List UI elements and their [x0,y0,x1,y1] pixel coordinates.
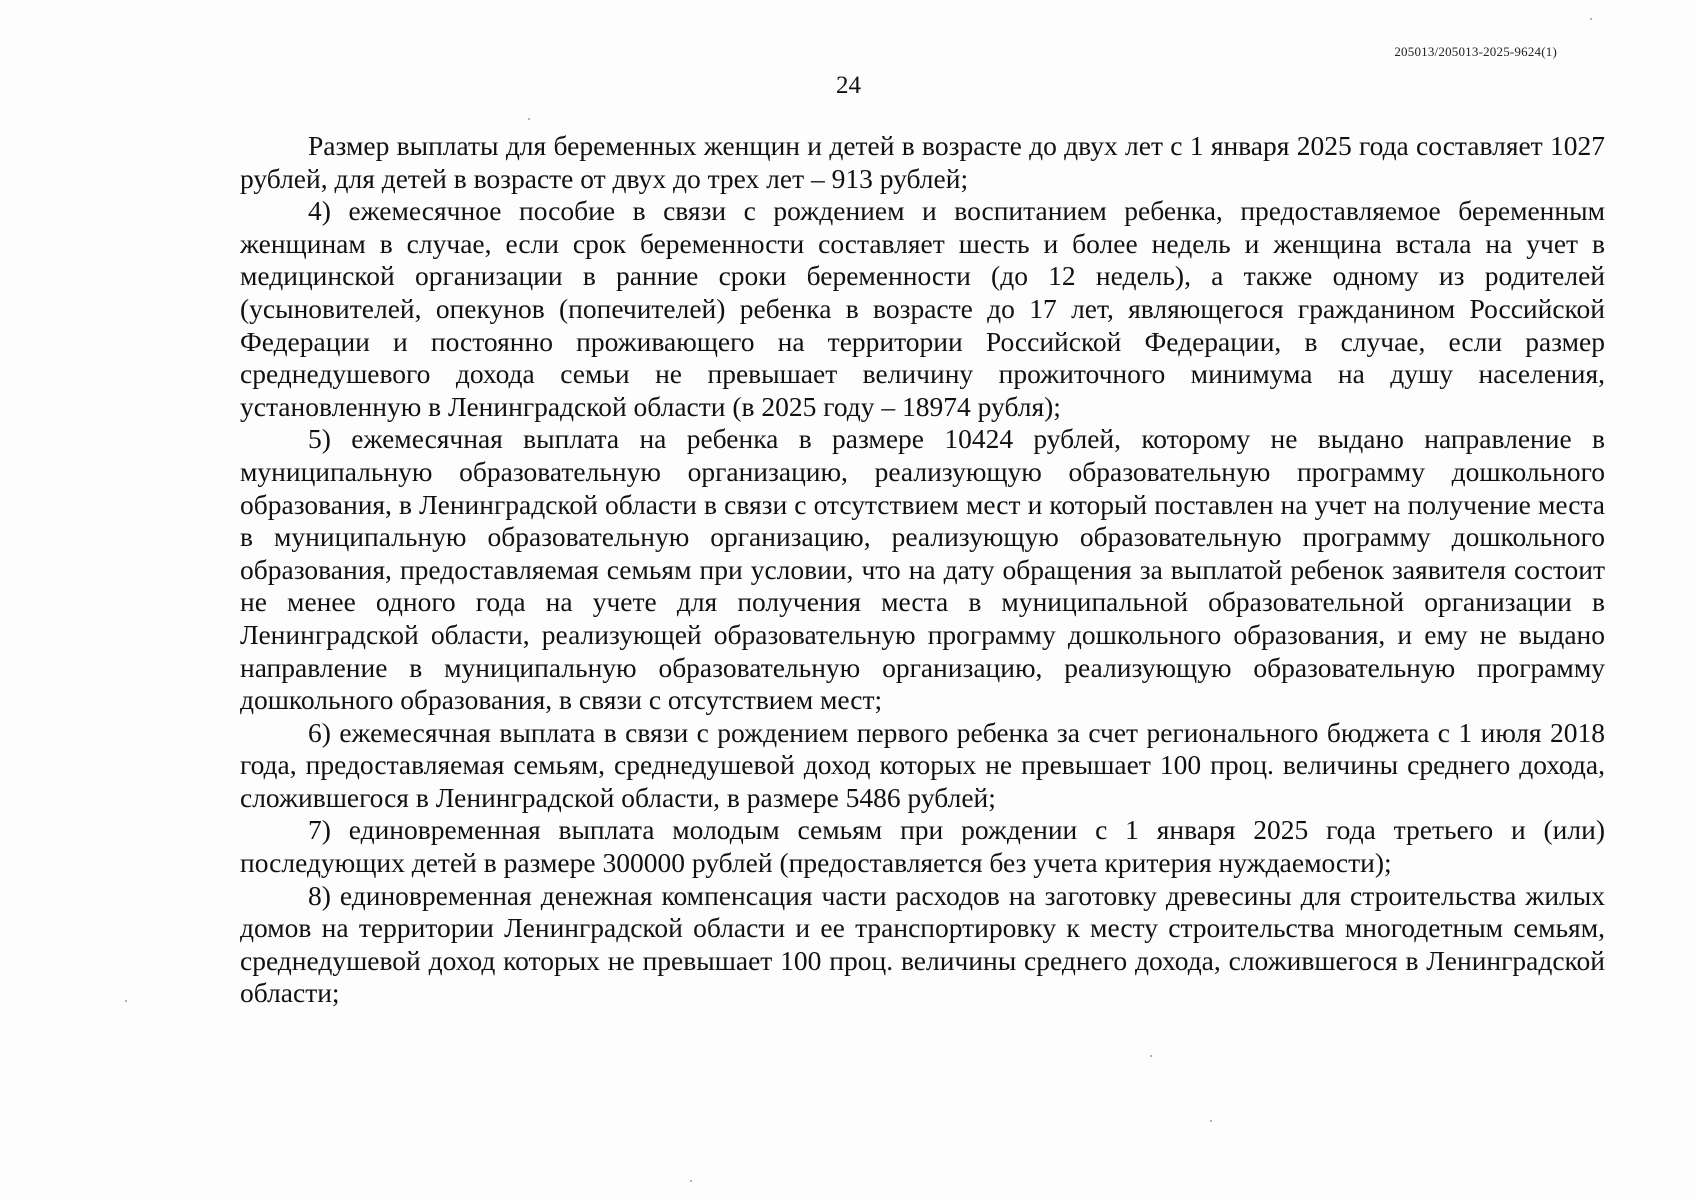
paragraph-item-6: 6) ежемесячная выплата в связи с рождением первого ребенка за счет регионального бюджета с 1 июля 2018 года, предоставляемая семьям, среднедушевой доход которых не превышает 100 проц. величины среднего дохода, сложившегося в Ленинградской области, в размере 5486 рублей; [240,716,1605,813]
scan-speck [690,1180,692,1182]
scan-speck [1150,1055,1152,1057]
paragraph-item-5: 5) ежемесячная выплата на ребенка в размере 10424 рублей, которому не выдано направление в муниципальную образовательную организацию, реализующую образовательную программу дошкольного образования, в Ленинградской области в связи с отсутствием мест и который поставлен на учет на получение места в муниципальную образовательную организацию, реализующую образовательную программу дошкольного образования, предоставляемая семьям при условии, что на дату обращения за выплатой ребенок заявителя состоит не менее одного года на учете для получения места в муниципальной образовательной организации в Ленинградской области, реализующей образовательную программу дошкольного образования, и ему не выдано направление в муниципальную образовательную организацию, реализующую образовательную программу дошкольного образования, в связи с отсутствием мест; [240,423,1605,716]
paragraph-item-8: 8) единовременная денежная компенсация части расходов на заготовку древесины для строительства жилых домов на территории Ленинградской области и ее транспортировку к месту строительства многодетным семьям, среднедушевой доход которых не превышает 100 проц. величины среднего дохода, сложившегося в Ленинградской области; [240,879,1605,1009]
document-body [240,130,1605,1010]
paragraph-payment-size: Размер выплаты для беременных женщин и детей в возрасте до двух лет с 1 января 2025 года составляет 1027 рублей, для детей в возрасте от двух до трех лет – 913 рублей; [240,130,1605,194]
paragraph-item-4: 4) ежемесячное пособие в связи с рождением и воспитанием ребенка, предоставляемое беременным женщинам в случае, если срок беременности составляет шесть и более недель и женщина встала на учет в медицинской организации в ранние сроки беременности (до 12 недель), а также одному из родителей (усыновителей, опекунов (попечителей) ребенка в возрасте до 17 лет, являющегося гражданином Российской Федерации и постоянно проживающего на территории Российской Федерации, в случае, если размер среднедушевого дохода семьи не превышает величину прожиточного минимума на душу населения, установленную в Ленинградской области (в 2025 году – 18974 рубля); [240,195,1605,422]
paragraph-item-7: 7) единовременная выплата молодым семьям при рождении с 1 января 2025 года третьего и (или) последующих детей в размере 300000 рублей (предоставляется без учета критерия нуждаемости); [240,814,1605,879]
page-number: 24 [836,72,861,99]
scan-speck [1590,18,1592,20]
document-id: 205013/205013-2025-9624(1) [1394,44,1557,59]
scan-speck [528,118,530,120]
scan-speck [1210,1120,1212,1122]
scan-speck [125,1000,127,1002]
